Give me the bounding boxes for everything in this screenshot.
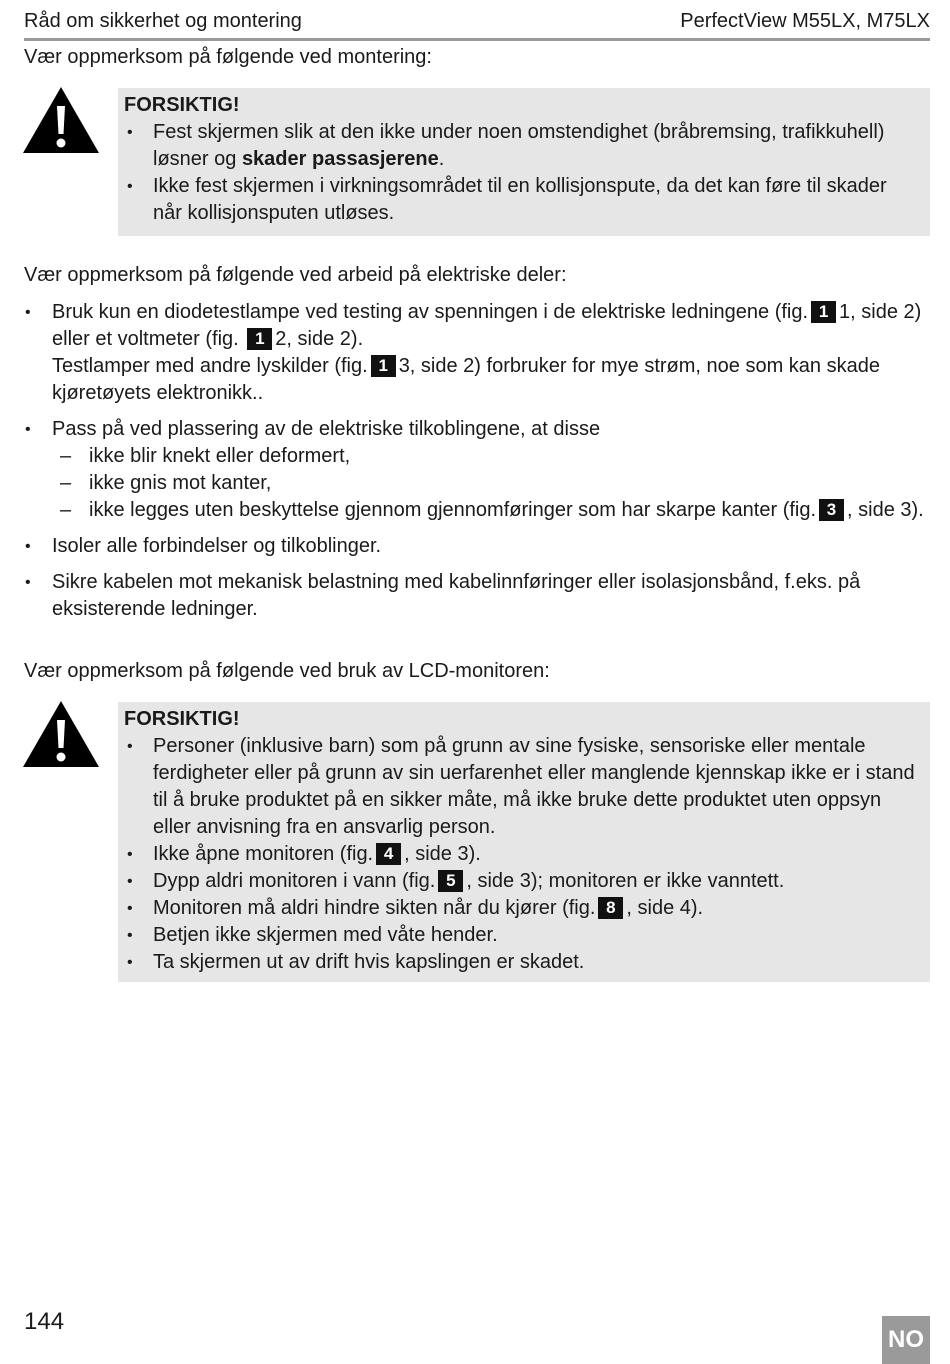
warning-title: FORSIKTIG! [124, 708, 240, 730]
warning-triangle-icon [22, 700, 100, 768]
warning-item: • Personer (inklusive barn) som på grunn av sine fysiske, sensoriske eller mentale ferdigheter eller på grunn av sin uerfarenhet eller manglende kjennskap ikke er i stand til å bruke produktet på en sikker måte, må ikke bruke dette produktet uten oppsyn eller anvisning fra en ansvarlig person. [124, 733, 920, 841]
sub-list-item: – ikke gnis mot kanter, [52, 470, 930, 497]
figure-ref-badge: 1 [247, 328, 272, 350]
warning-item: • Dypp aldri monitoren i vann (fig. 5 , side 3); monitoren er ikke vanntett. [124, 868, 920, 895]
warning-item: • Betjen ikke skjermen med våte hender. [124, 922, 920, 949]
list-item-text: 2, side 2). [275, 328, 364, 350]
warning-title: FORSIKTIG! [124, 94, 240, 116]
warning-box-lcd [118, 702, 930, 982]
list-item: • Sikre kabelen mot mekanisk belastning med kabelinnføringer eller isolasjonsbånd, f.eks. på eksisterende ledninger. [24, 569, 930, 623]
elektrisk-list [24, 299, 930, 632]
figure-ref-badge: 3 [819, 499, 844, 521]
warning-item: • Monitoren må aldri hindre sikten når du kjører (fig. 8 , side 4). [124, 895, 920, 922]
montering-intro: Vær oppmerksom på følgende ved montering: [24, 46, 432, 68]
page-header [24, 6, 930, 34]
sub-list-item: – ikke legges uten beskyttelse gjennom gjennomføringer som har skarpe kanter (fig. 3 , side 3). [52, 497, 930, 524]
emphasis-text: skader passasjerene [241, 148, 439, 170]
language-badge: NO [882, 1316, 930, 1364]
figure-ref-badge: 4 [376, 843, 401, 865]
list-item: • Pass på ved plassering av de elektriske tilkoblingene, at disse – ikke blir knekt eller deformert, – ikke gnis mot kanter, – ikke legges uten beskyttelse gjennom gjennomføringer som har skarpe kanter (fig. 3 , side 3). [24, 416, 930, 524]
warning-item: • Ta skjermen ut av drift hvis kapslingen er skadet. [124, 949, 920, 976]
figure-ref-badge: 1 [811, 301, 836, 323]
elektrisk-intro: Vær oppmerksom på følgende ved arbeid på elektriske deler: [24, 264, 567, 286]
header-divider [24, 38, 930, 41]
figure-ref-badge: 5 [438, 870, 463, 892]
figure-ref-badge: 8 [598, 897, 623, 919]
header-section-title: Råd om sikkerhet og montering [24, 10, 302, 32]
lcd-intro: Vær oppmerksom på følgende ved bruk av LCD-monitoren: [24, 660, 550, 682]
page-number: 144 [24, 1308, 65, 1335]
warning-triangle-icon [22, 86, 100, 154]
figure-ref-badge: 1 [371, 355, 396, 377]
warning-item: • Fest skjermen slik at den ikke under noen omstendighet (bråbremsing, trafikkuhell) løsner og skader passasjerene. [124, 119, 920, 173]
warning-box-montering [118, 88, 930, 236]
sub-list-item: – ikke blir knekt eller deformert, [52, 443, 930, 470]
warning-item: • Ikke åpne monitoren (fig. 4 , side 3). [124, 841, 920, 868]
warning-item: • Ikke fest skjermen i virkningsområdet til en kollisjonspute, da det kan føre til skader når kollisjonsputen utløses. [124, 173, 920, 227]
list-item: • Bruk kun en diodetestlampe ved testing av spenningen i de elektriske ledningene (fig. 1 1, side 2) eller et voltmeter (fig. 1 2, side 2). Testlamper med andre lyskilder (fig. 1 3, side 2) forbruker for mye strøm, noe som kan skade kjøretøyets elektronikk.. [24, 299, 930, 407]
list-item: • Isoler alle forbindelser og tilkoblinger. [24, 533, 930, 560]
header-product-name: PerfectView M55LX, M75LX [680, 10, 930, 32]
